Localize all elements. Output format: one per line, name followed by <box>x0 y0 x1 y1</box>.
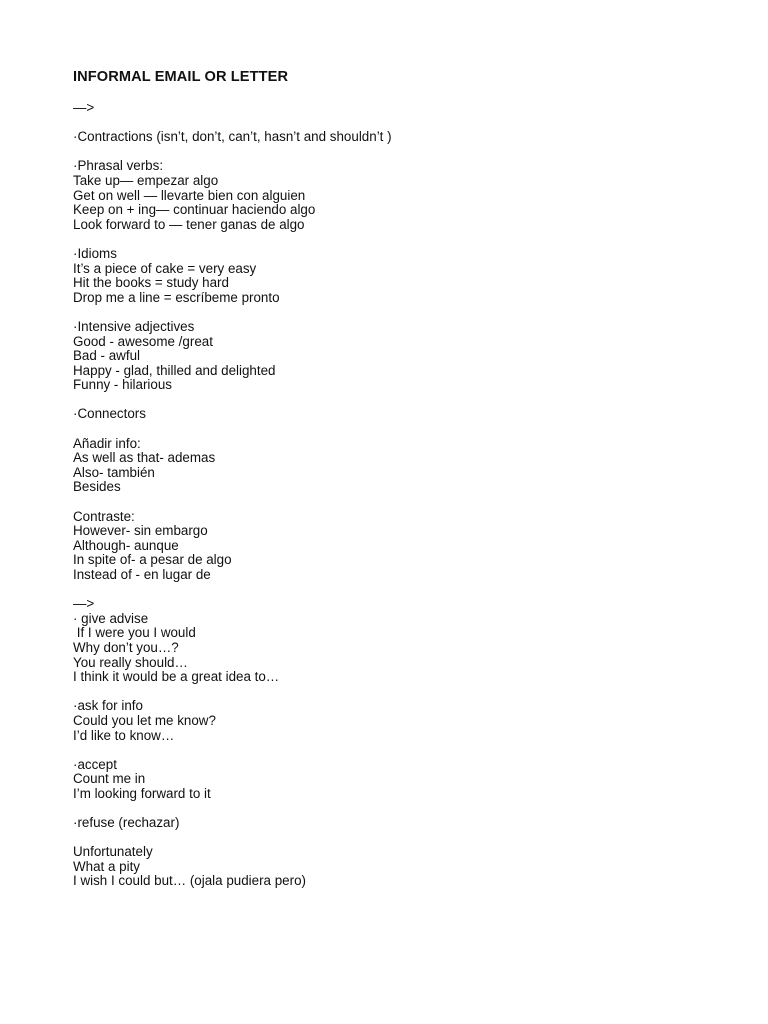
document-body <box>73 101 733 889</box>
text-line: ·Phrasal verbs: <box>73 158 164 174</box>
blank-line <box>73 305 733 320</box>
text-line: Also- también <box>73 464 155 480</box>
text-line: ·refuse (rechazar) <box>73 815 180 831</box>
text-line: Añadir info: <box>73 435 141 451</box>
text-line: As well as that- ademas <box>73 450 216 466</box>
text-line: Take up— empezar algo <box>73 172 219 188</box>
blank-line <box>73 685 733 700</box>
text-line: I think it would be a great idea to… <box>73 669 280 685</box>
blank-line <box>73 802 733 817</box>
text-line: Instead of - en lugar de <box>73 567 211 582</box>
text-line: It’s a piece of cake = very easy <box>73 260 257 276</box>
text-line: Besides <box>73 479 121 495</box>
blank-line <box>73 422 733 437</box>
text-line: However- sin embargo <box>73 523 208 539</box>
text-line: ·accept <box>73 756 117 772</box>
text-line: Good - awesome /great <box>73 333 213 349</box>
blank-line <box>73 495 733 510</box>
text-line: Why don’t you…? <box>73 639 179 655</box>
text-line: Funny - hilarious <box>73 377 172 393</box>
text-line: Count me in <box>73 771 146 787</box>
blank-line <box>73 583 733 598</box>
text-line: I wish I could but… (ojala pudiera pero) <box>73 873 306 889</box>
text-line: Happy - glad, thilled and delighted <box>73 362 276 378</box>
text-line: · give advise <box>73 610 149 626</box>
text-line: Get on well — llevarte bien con alguien <box>73 187 306 203</box>
document-title: INFORMAL EMAIL OR LETTER <box>73 69 289 85</box>
blank-line <box>73 116 733 131</box>
blank-line <box>73 232 733 247</box>
text-line: Contraste: <box>73 508 135 524</box>
text-line: —> <box>73 100 95 115</box>
text-line: Bad - awful <box>73 348 140 364</box>
text-line: Unfortunately <box>73 844 153 860</box>
blank-line <box>73 831 733 846</box>
text-line: In spite of- a pesar de algo <box>73 552 232 568</box>
text-line: I’m looking forward to it <box>73 785 211 801</box>
text-line: Drop me a line = escríbeme pronto <box>73 289 280 305</box>
blank-line <box>73 743 733 758</box>
text-line: ·Contractions (isn’t, don’t, can’t, hasn’t and shouldn’t ) <box>73 129 392 145</box>
text-line: Could you let me know? <box>73 712 216 728</box>
text-line: You really should… <box>73 654 188 670</box>
text-line: ·Connectors <box>73 406 146 422</box>
document-page <box>73 68 733 889</box>
text-line: Look forward to — tener ganas de algo <box>73 216 305 232</box>
text-line: If I were you I would <box>73 625 196 641</box>
text-line: Hit the books = study hard <box>73 275 229 291</box>
text-line: Keep on + ing— continuar haciendo algo <box>73 202 316 218</box>
blank-line <box>73 145 733 160</box>
text-line: ·Intensive adjectives <box>73 318 195 334</box>
text-line: I’d like to know… <box>73 727 175 743</box>
text-line: —> <box>73 596 95 612</box>
text-line: ·ask for info <box>73 698 143 714</box>
blank-line <box>73 393 733 408</box>
text-line: Although- aunque <box>73 537 179 553</box>
text-line: ·Idioms <box>73 245 117 261</box>
text-line: What a pity <box>73 858 140 874</box>
